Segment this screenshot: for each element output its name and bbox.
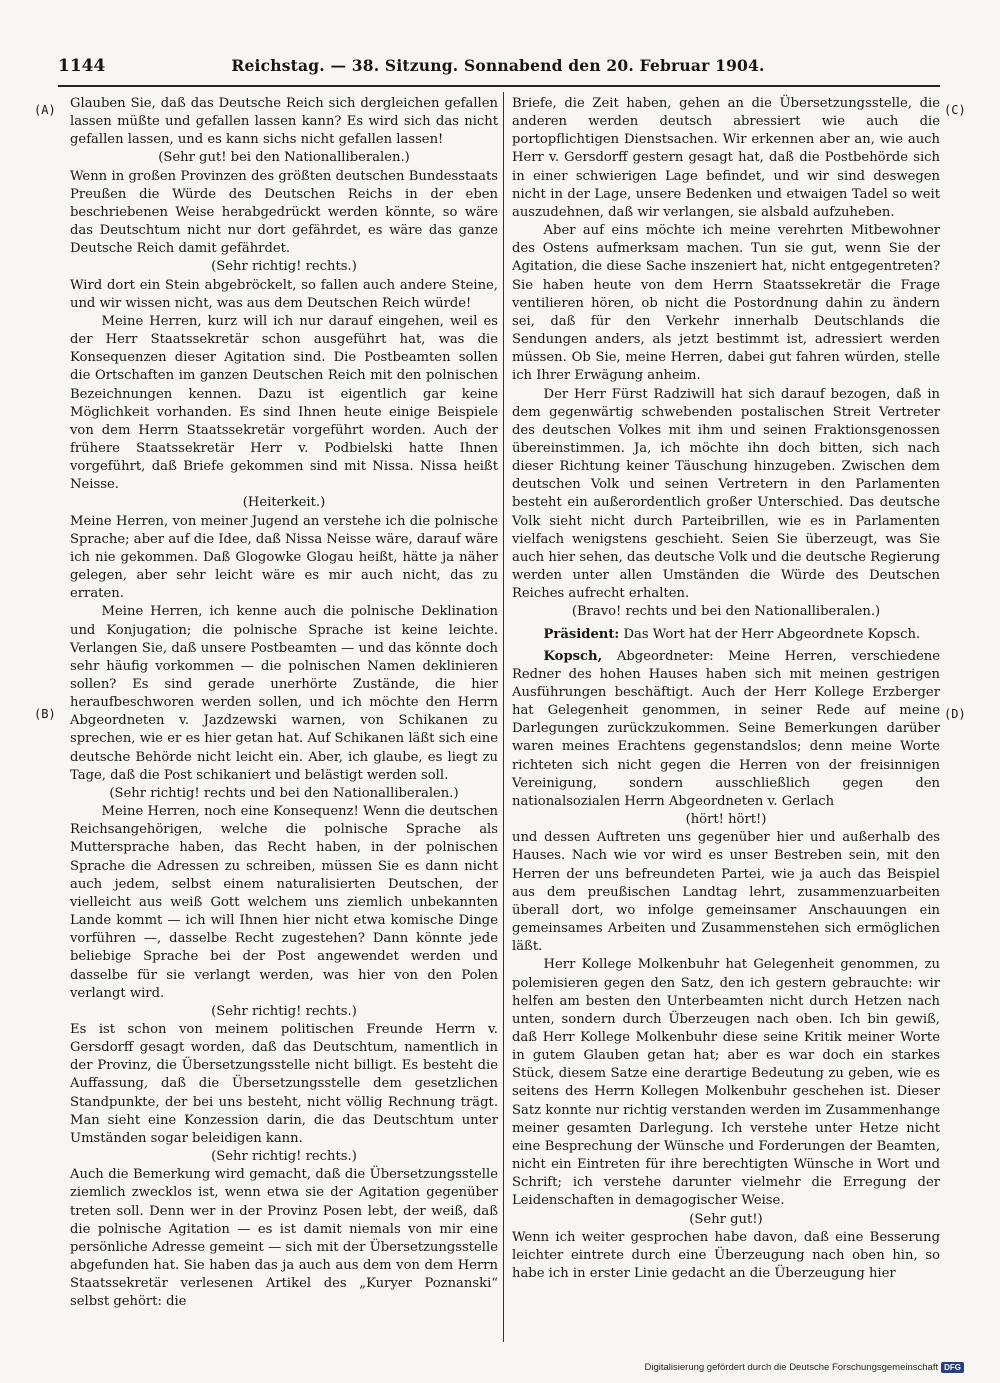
running-title: Reichstag. — 38. Sitzung. Sonnabend den 20. Februar 1904. [231, 56, 765, 75]
paragraph: Meine Herren, kurz will ich nur darauf eingehen, weil es der Herr Staatssekretär schon ausgeführt hat, was die Konsequenzen dieser Agitation sind. Die Postbeamten sollen die Ortschaften im ganzen Deutschen Reich mit den polnischen Bezeichnungen kennen. Dazu ist eigentlich gar keine Möglichkeit vorhanden. Es sind Ihnen heute einige Beispiele von dem Herrn Staatssekretär vorgeführt worden. Auch der frühere Staatssekretär Herr v. Podbielski hatte Ihnen vorgeführt, daß Briefe gekommen sind mit Nissa. Nissa heißt Neisse. [70, 313, 498, 493]
speaker-paragraph [512, 626, 940, 644]
speaker-name: Präsident: [543, 626, 620, 642]
speech-text: Abgeordneter: Meine Herren, verschiedene Redner des hohen Hauses haben sich mit meinen gestrigen Ausführungen beschäftigt. Auch der Herr Kollege Erzberger hat Gelegenheit genommen, in seiner Rede auf meine Darlegungen zurückzukommen. Seine Bemerkungen darüber waren meines Erachtens gegenstandslos; denn meine Worte richteten sich nicht gegen die Herren von der freisinnigen Vereinigung, sondern ausschließlich gegen den nationalsozialen Herrn Abgeordneten v. Gerlach [512, 648, 940, 809]
interjection: (Sehr richtig! rechts.) [211, 259, 357, 275]
speaker-paragraph [512, 648, 940, 811]
interjection: (Sehr richtig! rechts.) [211, 1149, 357, 1165]
left-column [70, 95, 498, 1311]
margin-mark-d: (D) [944, 707, 966, 721]
paragraph: Meine Herren, von meiner Jugend an verstehe ich die polnische Sprache; aber auf die Idee, daß Nissa Neisse wäre, darauf wäre ich nie gekommen. Daß Glogowke Glogau heißt, hätte ja näher gelegen, aber sehr leicht wäre es mir auch nicht, das zu erraten. [70, 513, 498, 602]
paragraph: Es ist schon von meinem politischen Freunde Herrn v. Gersdorff gesagt worden, daß das Deutschtum, namentlich in der Provinz, die Übersetzungsstelle nicht billigt. Es besteht die Auffassung, daß die Übersetzungsstelle dem gesetzlichen Standpunkte, der bei uns besteht, nicht völlig Rechnung trägt. Man sieht eine Konzession darin, die das Deutschtum unter Umständen sogar beleidigen kann. [70, 1021, 498, 1146]
paragraph: Herr Kollege Molkenbuhr hat Gelegenheit genommen, zu polemisieren gegen den Satz, den ich gestern gebrauchte: wir helfen am besten den Unterbeamten nicht durch Hetzen nach unten, sondern durch Überzeugen nach oben. Ich bin gewiß, daß Herr Kollege Molkenbuhr diese seine Kritik meiner Worte in gutem Glauben getan hat; aber es war doch ein starkes Stück, diesem Satze eine derartige Bedeutung zu geben, wie es seitens des Herrn Kollegen Molkenbuhr geschehen ist. Dieser Satz konnte nur richtig verstanden werden im Zusammenhange meiner gesamten Darlegung. Ich verstehe unter Hetze nicht eine Besprechung der Wünsche und Forderungen der Beamten, nicht ein Eintreten für ihre berechtigten Wünsche in Wort und Schrift; ich verstehe darunter vielmehr die Erregung der Leidenschaften in demagogischer Weise. [512, 957, 940, 1209]
paragraph: Wenn ich weiter gesprochen habe davon, daß eine Besserung leichter eintrete durch eine Überzeugung nach oben hin, so habe ich in erster Linie gedacht an die Überzeugung hier [512, 1229, 940, 1281]
interjection: (Heiterkeit.) [242, 495, 326, 511]
paragraph: Meine Herren, noch eine Konsequenz! Wenn die deutschen Reichsangehörigen, welche die polnische Sprache als Muttersprache haben, das Recht haben, in der polnischen Sprache die Adressen zu schreiben, müssen Sie es dann nicht auch jedem, selbst einem naturalisierten Deutschen, der vielleicht aus weiß Gott welchem uns ziemlich unbekannten Lande kommt — ich will Ihnen hier nicht etwa komische Dinge vorführen —, dasselbe Recht zugestehen? Dann könnte jede beliebige Sprache bei der Post angewendet werden und dasselbe für sie verlangt werden, was hier von den Polen verlangt wird. [70, 804, 498, 1001]
header-rule [58, 85, 940, 87]
paragraph: Wenn in großen Provinzen des größten deutschen Bundesstaats Preußen die Würde des Deutschen Reichs in der eben beschriebenen Weise herabgedrückt werden könnte, so wäre das Deutschtum nicht nur dort gefährdet, es wäre das ganze Deutsche Reich damit gefährdet. [70, 168, 498, 257]
paragraph: Meine Herren, ich kenne auch die polnische Deklination und Konjugation; die polnische Sprache ist keine leichte. Verlangen Sie, daß unsere Postbeamten — und das könnte doch sehr häufig vorkommen — die polnischen Namen deklinieren sollen? Es sind gerade unerhörte Zustände, die hier heraufbeschworen werden sollen, und ich möchte den Herrn Abgeordneten v. Jazdzewski warnen, von Schikanen zu sprechen, wie er es hier getan hat. Auf Schikanen läßt sich eine deutsche Behörde nicht leicht ein. Aber, ich glaube, es liegt zu Tage, daß die Post schikaniert und belästigt werden soll. [70, 604, 498, 783]
interjection: (Sehr gut! bei den Nationalliberalen.) [158, 150, 410, 166]
paragraph: Auch die Bemerkung wird gemacht, daß die Übersetzungsstelle ziemlich zwecklos ist, wenn etwa sie der Agitation gegenüber treten soll. Denn wer in der Provinz Posen lebt, der weiß, daß die polnische Agitation — es ist damit niemals von mir eine persönliche Adresse gemeint — sich mit der Übersetzungsstelle abgefunden hat. Sie haben das ja auch aus dem von dem Herrn Staatssekretär verlesenen Artikel des „Kuryer Poznanski“ selbst gehört: die [70, 1167, 498, 1310]
right-column [512, 95, 940, 1283]
column-divider [503, 92, 504, 1342]
paragraph: und dessen Auftreten uns gegenüber hier und außerhalb des Hauses. Nach wie vor wird es unser Bestreben sein, mit den Herren der uns befreundeten Partei, wie ja auch das Beispiel aus dem preußischen Landtag lehrt, zusammenzuarbeiten überall dort, wo infolge gemeinsamer Anschauungen ein gemeinsames Arbeiten und Zusammenstehen sich ermöglichen läßt. [512, 830, 940, 955]
speech-text: Das Wort hat der Herr Abgeordnete Kopsch. [623, 626, 921, 642]
paragraph: Wird dort ein Stein abgebröckelt, so fallen auch andere Steine, und wir wissen nicht, was aus dem Deutschen Reich würde! [70, 277, 498, 311]
footer-credit: Digitalisierung gefördert durch die Deutsche Forschungsgemeinschaft [644, 1362, 939, 1373]
margin-mark-a: (A) [34, 103, 56, 117]
footer [645, 1362, 965, 1373]
page-number: 1144 [58, 56, 106, 76]
paragraph: Der Herr Fürst Radziwill hat sich darauf bezogen, daß in dem gegenwärtig schwebenden postalischen Streit Vertreter des deutschen Volkes mit ihm und seinen Fraktionsgenossen übereinstimmen. Ja, ich möchte ihn doch bitten, sich nach dieser Richtung keiner Täuschung hinzugeben. Zwischen dem deutschen Volk und seinen Vertretern in den Parlamenten besteht ein außerordentlich großer Unterschied. Das deutsche Volk sieht nicht durch Parteibrillen, wie es in Parlamenten vielfach wenigstens geschieht. Seien Sie überzeugt, was Sie auch hier sehen, das deutsche Volk und die deutsche Regierung werden unter allen Umständen die Würde des Deutschen Reiches aufrecht erhalten. [512, 386, 940, 602]
paragraph: Glauben Sie, daß das Deutsche Reich sich dergleichen gefallen lassen müßte und gefallen lassen kann? Es wird sich das nicht gefallen lassen, und es kann sichs nicht gefallen lassen! [70, 96, 498, 148]
interjection: (hört! hört!) [685, 812, 767, 828]
interjection: (Sehr richtig! rechts und bei den Nationalliberalen.) [109, 785, 459, 801]
margin-mark-c: (C) [944, 103, 966, 117]
paragraph: Aber auf eins möchte ich meine verehrten Mitbewohner des Ostens aufmerksam machen. Tun sie gut, wenn Sie der Agitation, die diese Sache inszeniert hat, nicht entgegentreten? Sie haben heute von dem Herrn Staatssekretär die Frage ventilieren hören, ob nicht die Postordnung dahin zu ändern sei, daß für den Verkehr innerhalb Deutschlands die Sendungen anders, als jetzt bestimmt ist, adressiert werden müssen. Ob Sie, meine Herren, dabei gut fahren würden, stelle ich Ihrer Erwägung anheim. [512, 223, 940, 384]
interjection: (Sehr richtig! rechts.) [211, 1003, 357, 1019]
dfg-logo-icon: DFG [941, 1362, 964, 1373]
page-header [58, 56, 938, 82]
paragraph: Briefe, die Zeit haben, gehen an die Übersetzungsstelle, die anderen werden deutsch abressiert wie auch die portopflichtigen Dienstsachen. Wir erkennen aber an, wie auch Herr v. Gersdorff gestern gesagt hat, daß die Postbehörde sich in einer schwierigen Lage befindet, und wir sind deswegen nicht in der Lage, unsere Bedenken und etwaigen Tadel so weit auszudehnen, daß wir verlangen, sie alsbald aufzuheben. [512, 96, 940, 220]
interjection: (Bravo! rechts und bei den Nationalliberalen.) [571, 604, 881, 620]
interjection: (Sehr gut!) [689, 1211, 763, 1227]
margin-mark-b: (B) [34, 707, 56, 721]
speaker-name: Kopsch, [543, 648, 603, 664]
